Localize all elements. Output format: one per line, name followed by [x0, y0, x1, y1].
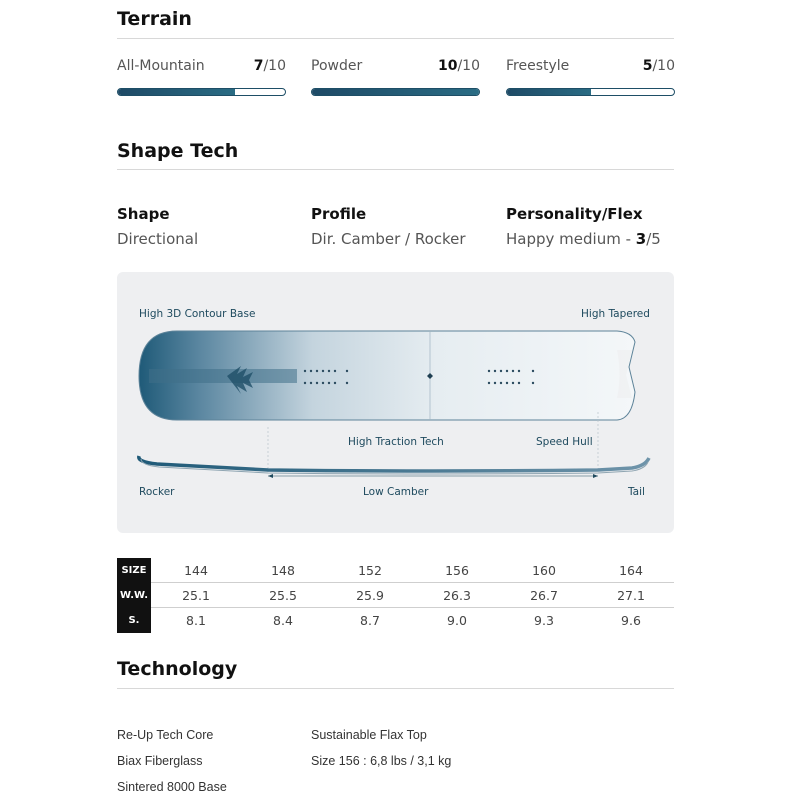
- table-row-size: [117, 558, 674, 583]
- spec-value: Directional: [117, 230, 199, 248]
- rating-bar-fill: [118, 89, 235, 95]
- table-cell: 26.3: [443, 588, 471, 603]
- terrain-rating-bar: [117, 88, 286, 96]
- label-3d-contour-base: High 3D Contour Base: [139, 308, 256, 320]
- tech-item: Biax Fiberglass: [117, 754, 203, 768]
- rating-bar-fill: [312, 89, 479, 95]
- shape-tech-divider: [117, 169, 674, 170]
- terrain-all-mountain: [117, 58, 286, 96]
- row-header: W.W.: [117, 583, 151, 608]
- technology-heading: Technology: [117, 658, 238, 680]
- terrain-rating-bar: [311, 88, 480, 96]
- terrain-rating-bar: [506, 88, 675, 96]
- table-cell: 8.4: [273, 613, 293, 628]
- table-cell: 25.5: [269, 588, 297, 603]
- arrow-icon: [268, 474, 273, 478]
- size-table: [117, 558, 674, 633]
- label-rocker: Rocker: [139, 486, 175, 498]
- table-cell: 9.3: [534, 613, 554, 628]
- terrain-label: Powder: [311, 58, 363, 74]
- terrain-score: 7/10: [253, 58, 286, 74]
- table-cell: 148: [271, 563, 295, 578]
- spec-value: Happy medium - 3/5: [506, 230, 661, 248]
- tech-item: Sintered 8000 Base: [117, 780, 227, 794]
- row-header: S.: [117, 608, 151, 633]
- terrain-freestyle: [506, 58, 675, 96]
- table-cell: 164: [619, 563, 643, 578]
- base-stripe: [149, 369, 297, 383]
- table-cell: 8.7: [360, 613, 380, 628]
- table-cell: 152: [358, 563, 382, 578]
- tech-item: Re-Up Tech Core: [117, 728, 214, 742]
- terrain-score: 10/10: [437, 58, 480, 74]
- table-cell: 26.7: [530, 588, 558, 603]
- label-low-camber: Low Camber: [363, 486, 429, 498]
- table-row-waist-width: [117, 583, 674, 608]
- terrain-label: Freestyle: [506, 58, 570, 74]
- table-cell: 160: [532, 563, 556, 578]
- arrow-icon: [593, 474, 598, 478]
- terrain-score: 5/10: [642, 58, 675, 74]
- spec-value: Dir. Camber / Rocker: [311, 230, 466, 248]
- board-diagram-panel: [117, 272, 674, 533]
- row-header: SIZE: [117, 558, 151, 583]
- table-cell: 144: [184, 563, 208, 578]
- technology-divider: [117, 688, 674, 689]
- spec-personality-flex: [506, 205, 661, 248]
- table-cell: 25.9: [356, 588, 384, 603]
- table-cell: 9.0: [447, 613, 467, 628]
- terrain-label: All-Mountain: [117, 58, 205, 74]
- table-cell: 27.1: [617, 588, 645, 603]
- label-speed-hull: Speed Hull: [536, 436, 593, 448]
- table-cell: 8.1: [186, 613, 206, 628]
- label-tail: Tail: [628, 486, 645, 498]
- terrain-powder: [311, 58, 480, 96]
- spec-profile: [311, 205, 466, 248]
- spec-label: Shape: [117, 205, 170, 223]
- rating-bar-fill: [507, 89, 591, 95]
- table-row-stance: [117, 608, 674, 633]
- spec-shape: [117, 205, 198, 248]
- terrain-heading: Terrain: [117, 8, 192, 30]
- table-cell: 156: [445, 563, 469, 578]
- label-high-tapered: High Tapered: [581, 308, 650, 320]
- board-profile: [139, 456, 649, 471]
- shape-tech-heading: Shape Tech: [117, 140, 239, 162]
- terrain-divider: [117, 38, 674, 39]
- tech-item: Size 156 : 6,8 lbs / 3,1 kg: [311, 754, 452, 768]
- tech-item: Sustainable Flax Top: [311, 728, 427, 742]
- spec-label: Personality/Flex: [506, 205, 643, 223]
- table-cell: 9.6: [621, 613, 641, 628]
- label-high-traction: High Traction Tech: [348, 436, 444, 448]
- table-cell: 25.1: [182, 588, 210, 603]
- spec-label: Profile: [311, 205, 367, 223]
